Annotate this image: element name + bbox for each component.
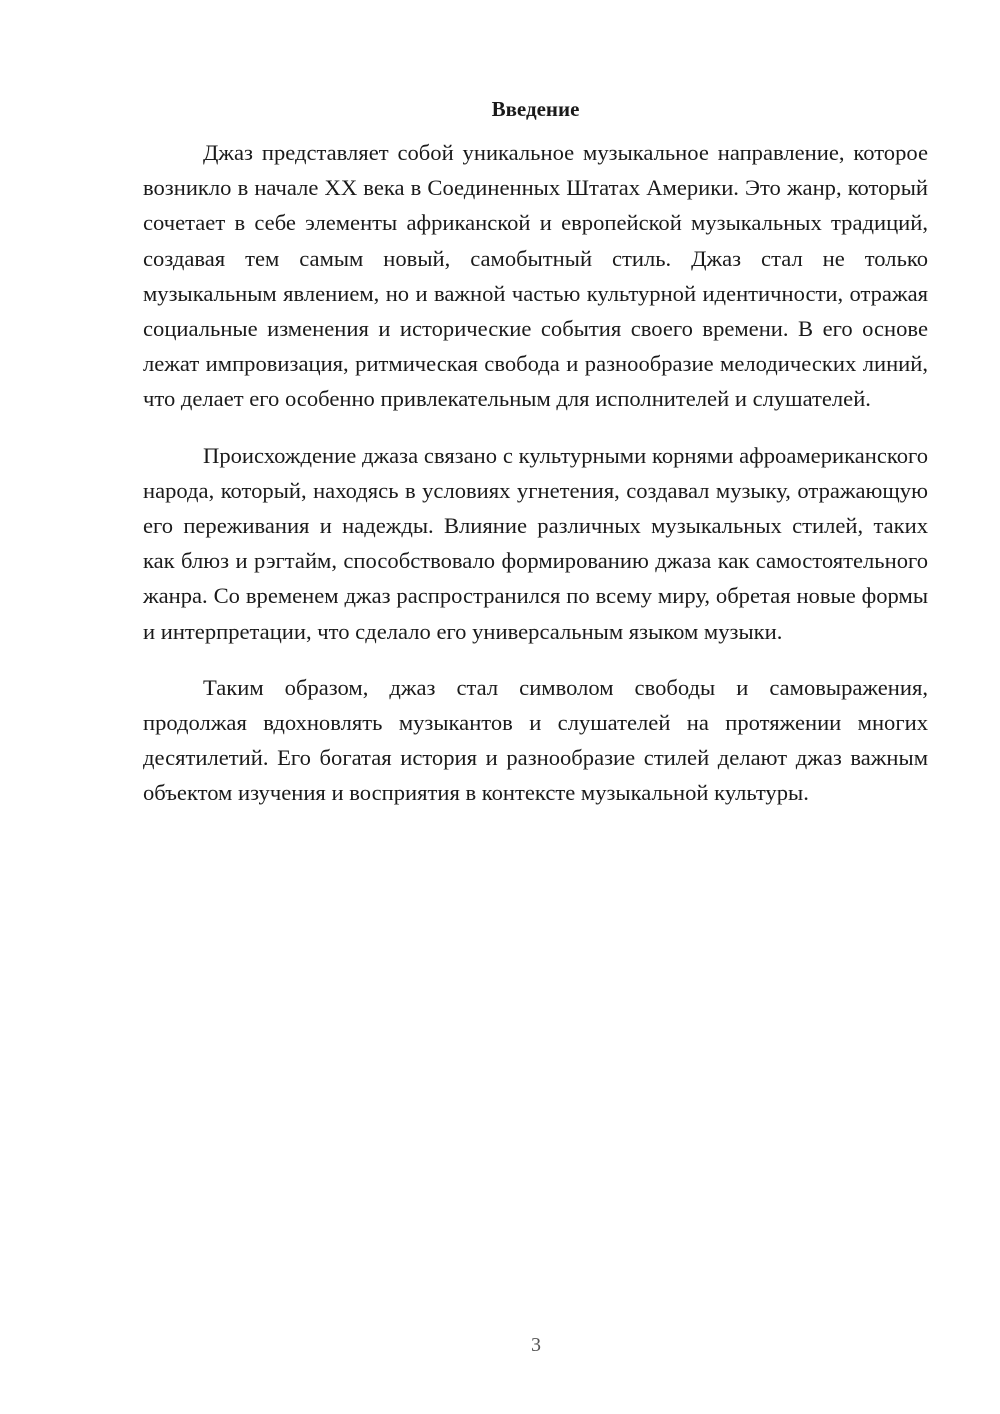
paragraph-3: Таким образом, джаз стал символом свободы и самовыражения, продолжая вдохновлять музыкантов и слушателей на протяжении многих десятилетий. Его богатая история и разнообразие стилей делают джаз важным объектом изучения и восприятия в контексте музыкальной культуры. [143,674,928,806]
paragraph-1: Джаз представляет собой уникальное музыкальное направление, которое возникло в начале XX века в Соединенных Штатах Америки. Это жанр, который сочетает в себе элементы африканской и европейской музыкальных традиций, создавая тем самым новый, самобытный стиль. Джаз стал не только музыкальным явлением, но и важной частью культурной идентичности, отражая социальные изменения и исторические события своего времени. В его основе лежат импровизация, ритмическая свобода и разнообразие мелодических линий, что делает его особенно привлекательным для исполнителей и слушателей. [143,140,928,412]
paragraph-2: Происхождение джаза связано с культурными корнями афроамериканского народа, который, находясь в условиях угнетения, создавал музыку, отражающую его переживания и надежды. Влияние различных музыкальных стилей, таких как блюз и рэгтайм, способствовало формированию джаза как самостоятельного жанра. Со временем джаз распространился по всему миру, обретая новые формы и интерпретации, что сделало его универсальным языком музыки. [143,442,928,644]
section-title: Введение [491,97,580,121]
document-body [143,94,928,832]
page-number: 3 [531,1334,541,1356]
